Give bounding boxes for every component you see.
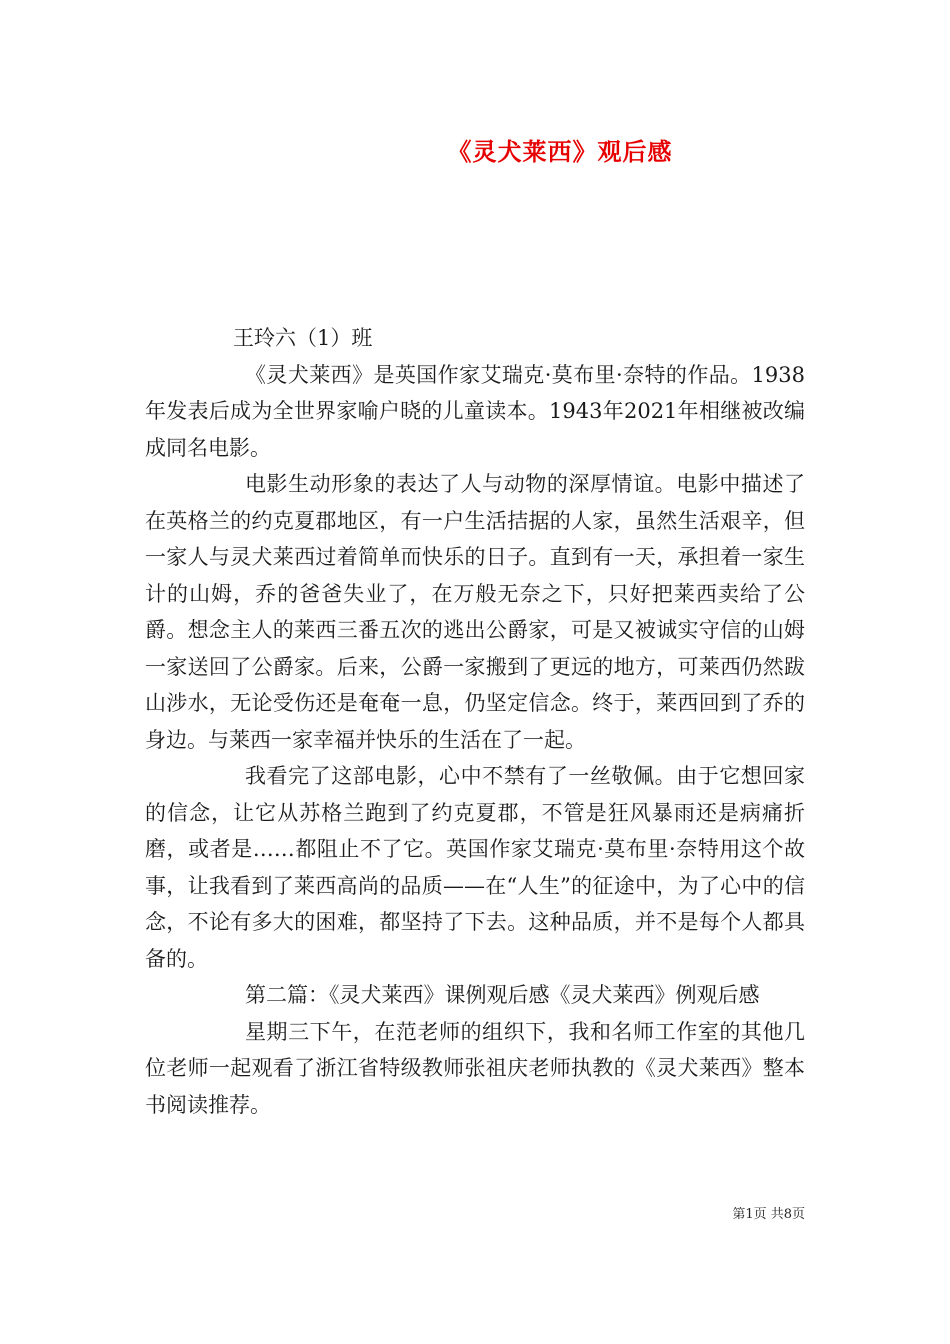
page-number: 第1页 共8页 <box>732 1207 805 1222</box>
author-line: 王玲六（1）班 <box>233 326 373 350</box>
document-body <box>145 320 805 1123</box>
paragraph-reflection: 我看完了这部电影，心中不禁有了一丝敬佩。由于它想回家的信念，让它从苏格兰跑到了约克夏郡，不管是狂风暴雨还是病痛折磨，或者是……都阻止不了它。英国作家艾瑞克·莫布里·奈特用这个故事，让我看到了莱西高尚的品质——在“人生”的征途中，为了心中的信念，不论有多大的困难，都坚持了下去。这种品质，并不是每个人都具备的。 <box>145 764 805 971</box>
section-heading: 第二篇：《灵犬莱西》课例观后感《灵犬莱西》例观后感 <box>245 983 760 1007</box>
paragraph-plot: 电影生动形象的表达了人与动物的深厚情谊。电影中描述了在英格兰的约克夏郡地区，有一户生活拮据的人家，虽然生活艰辛，但一家人与灵犬莱西过着简单而快乐的日子。直到有一天，承担着一家生计的山姆，乔的爸爸失业了，在万般无奈之下，只好把莱西卖给了公爵。想念主人的莱西三番五次的逃出公爵家，可是又被诚实守信的山姆一家送回了公爵家。后来，公爵一家搬到了更远的地方，可莱西仍然跋山涉水，无论受伤还是奄奄一息，仍坚定信念。终于，莱西回到了乔的身边。与莱西一家幸福并快乐的生活在了一起。 <box>145 472 805 752</box>
paragraph-intro: 《灵犬莱西》是英国作家艾瑞克·莫布里·奈特的作品。1938年发表后成为全世界家喻户晓的儿童读本。1943年2021年相继被改编成同名电影。 <box>145 362 805 460</box>
paragraph-second: 星期三下午，在范老师的组织下，我和名师工作室的其他几位老师一起观看了浙江省特级教师张祖庆老师执教的《灵犬莱西》整本书阅读推荐。 <box>145 1019 805 1117</box>
document-title: 《灵犬莱西》观后感 <box>447 137 673 166</box>
